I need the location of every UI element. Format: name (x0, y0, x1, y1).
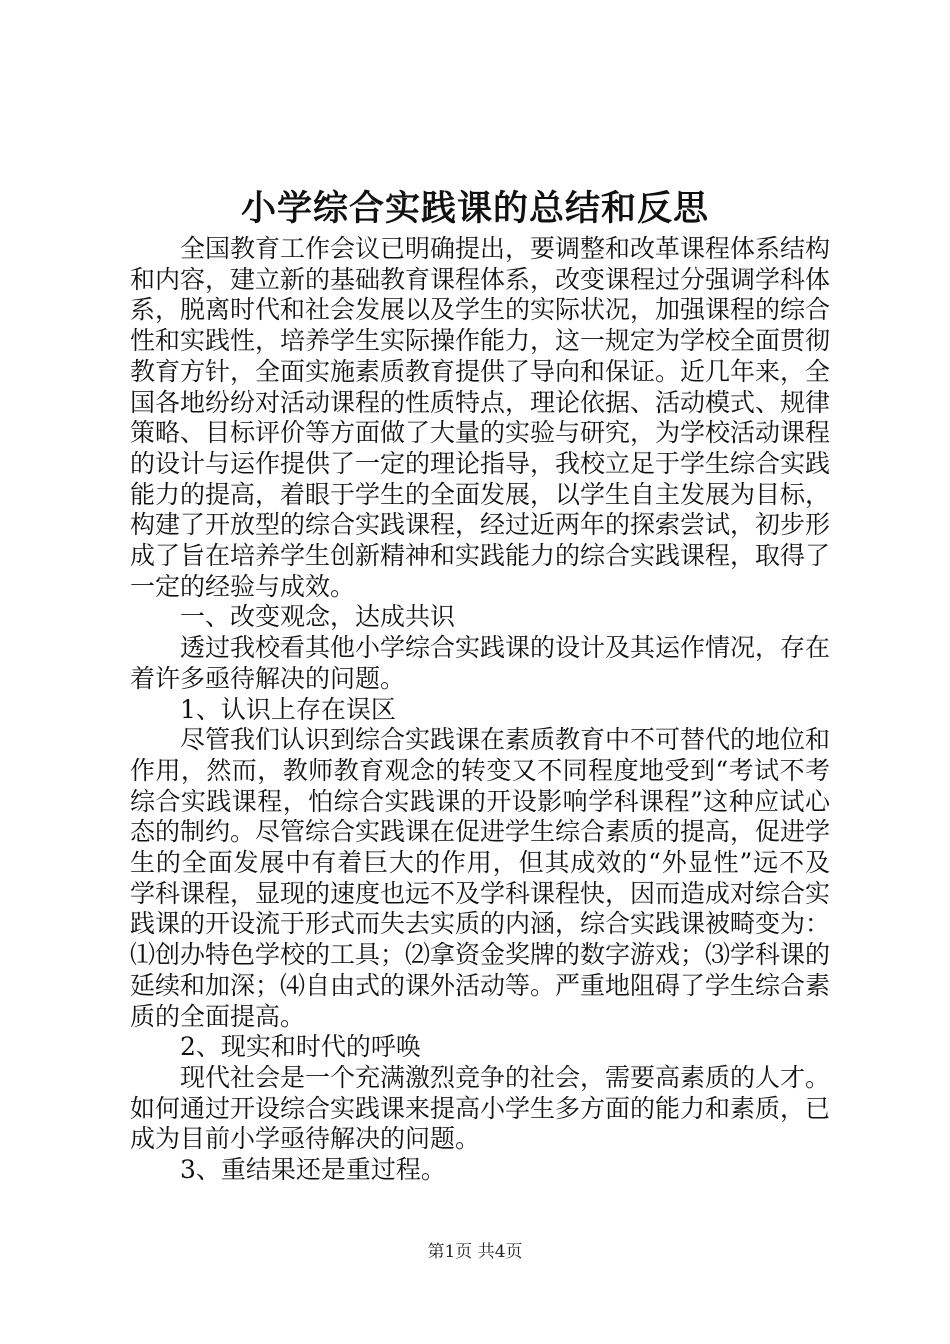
paragraph-misconceptions: 尽管我们认识到综合实践课在素质教育中不可替代的地位和作用，然而，教师教育观念的转变又不同程度地受到“考试不考综合实践课程，怕综合实践课的开设影响学科课程”这种应试心态的制约。尽管综合实践课在促进学生综合素质的提高，促进学生的全面发展中有着巨大的作用，但其成效的“外显性”远不及学科课程，显现的速度也远不及学科课程快，因而造成对综合实践课的开设流于形式而失去实质的内涵，综合实践课被畸变为：⑴创办特色学校的工具；⑵拿资金奖牌的数字游戏；⑶学科课的延续和加深；⑷自由式的课外活动等。严重地阻碍了学生综合素质的全面提高。 (130, 725, 831, 1031)
page-footer: 第1页 共4页 (427, 1242, 523, 1262)
subheading-2: 2、现实和时代的呼唤 (180, 1032, 421, 1062)
subheading-1: 1、认识上存在误区 (180, 694, 396, 724)
document-body (130, 234, 830, 1186)
document-title: 小学综合实践课的总结和反思 (240, 188, 709, 229)
subheading-3: 3、重结果还是重过程。 (180, 1155, 446, 1185)
paragraph-intro: 全国教育工作会议已明确提出，要调整和改革课程体系结构和内容，建立新的基础教育课程体系，改变课程过分强调学科体系，脱离时代和社会发展以及学生的实际状况，加强课程的综合性和实践性，培养学生实际操作能力，这一规定为学校全面贯彻教育方针，全面实施素质教育提供了导向和保证。近几年来，全国各地纷纷对活动课程的性质特点，理论依据、活动模式、规律策略、目标评价等方面做了大量的实验与研究，为学校活动课程的设计与运作提供了一定的理论指导，我校立足于学生综合实践能力的提高，着眼于学生的全面发展，以学生自主发展为目标，构建了开放型的综合实践课程，经过近两年的探索尝试，初步形成了旨在培养学生创新精神和实践能力的综合实践课程，取得了一定的经验与成效。 (130, 234, 831, 601)
paragraph-problems: 透过我校看其他小学综合实践课的设计及其运作情况，存在着许多亟待解决的问题。 (130, 633, 831, 693)
section-heading-1: 一、改变观念，达成共识 (180, 602, 456, 632)
paragraph-modern-society: 现代社会是一个充满激烈竞争的社会，需要高素质的人才。如何通过开设综合实践课来提高小学生多方面的能力和素质，已成为目前小学亟待解决的问题。 (130, 1062, 831, 1154)
